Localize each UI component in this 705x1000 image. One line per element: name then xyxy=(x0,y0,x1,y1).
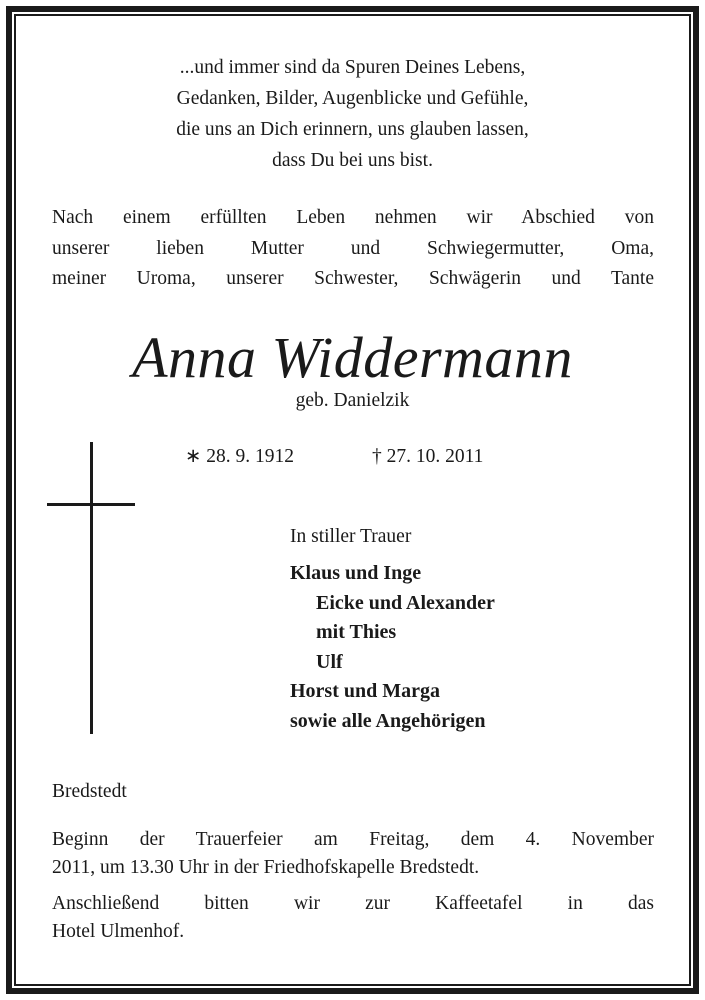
birth-date: ∗ 28. 9. 1912 xyxy=(185,446,294,467)
funeral-line: Beginn der Trauerfeier am Freitag, dem 4. November xyxy=(52,829,654,850)
poem-line: dass Du bei uns bist. xyxy=(272,150,433,171)
cross-icon xyxy=(90,442,93,734)
mourner-name: mit Thies xyxy=(316,621,397,643)
place-name: Bredstedt xyxy=(52,781,127,802)
poem-line: die uns an Dich erinnern, uns glauben lassen, xyxy=(176,119,529,140)
intro-line: unserer lieben Mutter und Schwiegermutter, Oma, xyxy=(52,237,654,259)
death-date: † 27. 10. 2011 xyxy=(372,446,484,467)
mourner-name: sowie alle Angehörigen xyxy=(290,709,486,732)
deceased-name: Anna Widdermann xyxy=(132,325,573,390)
mourners-block xyxy=(290,523,650,736)
intro-text xyxy=(52,203,654,295)
maiden-name: geb. Danielzik xyxy=(295,390,410,411)
funeral-notice xyxy=(52,826,654,946)
poem xyxy=(40,52,665,176)
reception-line: Hotel Ulmenhof. xyxy=(52,921,185,942)
mourner-name: Eicke und Alexander xyxy=(316,591,495,614)
mourning-heading: In stiller Trauer xyxy=(290,526,412,547)
mourner-name: Klaus und Inge xyxy=(290,562,422,584)
poem-line: ...und immer sind da Spuren Deines Lebens, xyxy=(179,57,526,78)
mourners-list xyxy=(290,559,650,736)
reception-line: Anschließend bitten wir zur Kaffeetafel in das xyxy=(52,893,654,914)
poem-line: Gedanken, Bilder, Augenblicke und Gefühle, xyxy=(176,88,529,109)
cross-icon-bar xyxy=(47,503,135,506)
intro-line: meiner Uroma, unserer Schwester, Schwägerin und Tante xyxy=(52,268,654,289)
mourner-name: Horst und Marga xyxy=(290,680,440,702)
mourner-name: Ulf xyxy=(316,650,343,673)
intro-line: Nach einem erfüllten Leben nehmen wir Abschied von xyxy=(52,207,654,228)
funeral-line: 2011, um 13.30 Uhr in der Friedhofskapelle Bredstedt. xyxy=(52,857,480,878)
